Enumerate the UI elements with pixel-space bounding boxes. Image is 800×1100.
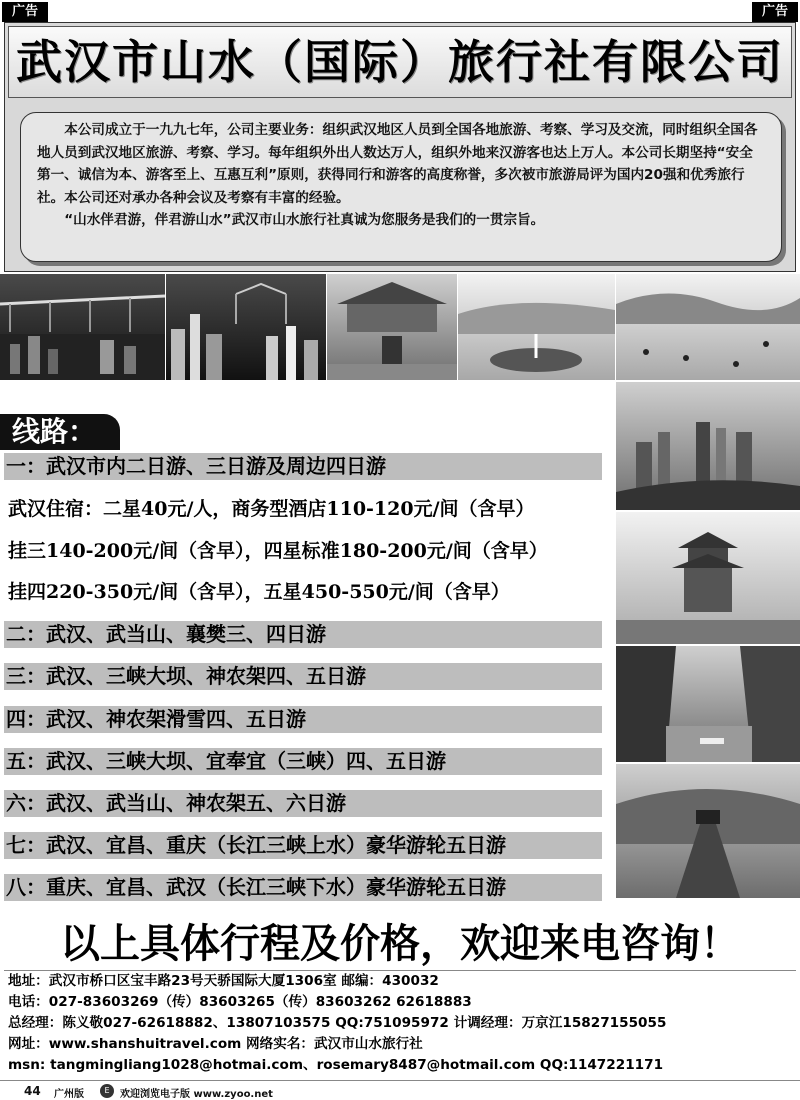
company-name: 武汉市山水（国际）旅行社有限公司 — [16, 35, 784, 89]
route-3: 三：武汉、三峡大坝、神农架四、五日游 — [4, 663, 602, 690]
photo-ski-slope — [616, 274, 800, 380]
photo-yellow-crane-tower — [616, 512, 800, 644]
route-1: 一：武汉市内二日游、三日游及周边四日游 — [4, 453, 602, 480]
contact-website: 网址：www.shanshuitravel.com 网络实名：武汉市山水旅行社 — [8, 1036, 423, 1052]
intro-box — [20, 112, 782, 262]
photo-bridge-night — [0, 274, 165, 380]
ad-label-left: 广告 — [2, 2, 48, 22]
footer-website: 欢迎浏览电子版 www.zyoo.net — [120, 1089, 273, 1100]
publication-logo-icon: E — [100, 1084, 114, 1098]
contact-managers: 总经理：陈义敬027-62618882、13807103575 QQ:751095972 计调经理：万京江15827155055 — [8, 1015, 667, 1031]
consult-call-to-action: 以上具体行程及价格，欢迎来电咨询！ — [60, 920, 740, 967]
route-2: 二：武汉、武当山、襄樊三、四日游 — [4, 621, 602, 648]
photo-temple-courtyard — [327, 274, 457, 380]
contact-msn: msn: tangmingliang1028@hotmai.com、rosemary8487@hotmail.com QQ:1147221171 — [8, 1057, 664, 1073]
hotel-price-line-2: 挂三140-200元/间（含早），四星标准180-200元/间（含早） — [8, 540, 548, 562]
page-number: 44 — [24, 1084, 41, 1098]
contact-phone: 电话：027-83603269（传）83603265（传）83603262 62618883 — [8, 994, 472, 1010]
route-6: 六：武汉、武当山、神农架五、六日游 — [4, 790, 602, 817]
route-4: 四：武汉、神农架滑雪四、五日游 — [4, 706, 602, 733]
routes-title: 线路： — [12, 415, 97, 448]
intro-paragraph: 本公司成立于一九九七年，公司主要业务：组织武汉地区人员到全国各地旅游、考察、学习及交流，同时组织全国各地人员到武汉地区旅游、考察、学习。每年组织外出人数达万人，组织外地来汉游客也达上万人。本公司长期坚持“安全第一、诚信为本、游客至上、互惠互利”原则，获得同行和游客的高度称誉，多次被市旅游局评为国内20强和优秀旅行社。本公司还对承办各种会议及考察有丰富的经验。 — [37, 122, 758, 206]
photo-city-view — [616, 382, 800, 510]
ad-label-right: 广告 — [752, 2, 798, 22]
hotel-price-line-1: 武汉住宿：二星40元/人，商务型酒店110-120元/间（含早） — [8, 498, 535, 520]
photo-three-gorges — [616, 646, 800, 762]
photo-shennongjia-altar — [616, 764, 800, 898]
route-5: 五：武汉、三峡大坝、宜奉宜（三峡）四、五日游 — [4, 748, 602, 775]
route-8: 八：重庆、宜昌、武汉（长江三峡下水）豪华游轮五日游 — [4, 874, 602, 901]
hotel-price-line-3: 挂四220-350元/间（含早），五星450-550元/间（含早） — [8, 581, 510, 603]
photo-city-skyline — [166, 274, 326, 380]
intro-slogan: “山水伴君游，伴君游山水”武汉市山水旅行社真诚为您服务是我们的一贯宗旨。 — [64, 212, 545, 228]
photo-fountain-square — [458, 274, 615, 380]
page-footer — [0, 1080, 800, 1100]
contact-address: 地址：武汉市桥口区宝丰路23号天骄国际大厦1306室 邮编：430032 — [8, 973, 439, 989]
edition-label: 广州版 — [54, 1089, 84, 1100]
route-7: 七：武汉、宜昌、重庆（长江三峡上水）豪华游轮五日游 — [4, 832, 602, 859]
